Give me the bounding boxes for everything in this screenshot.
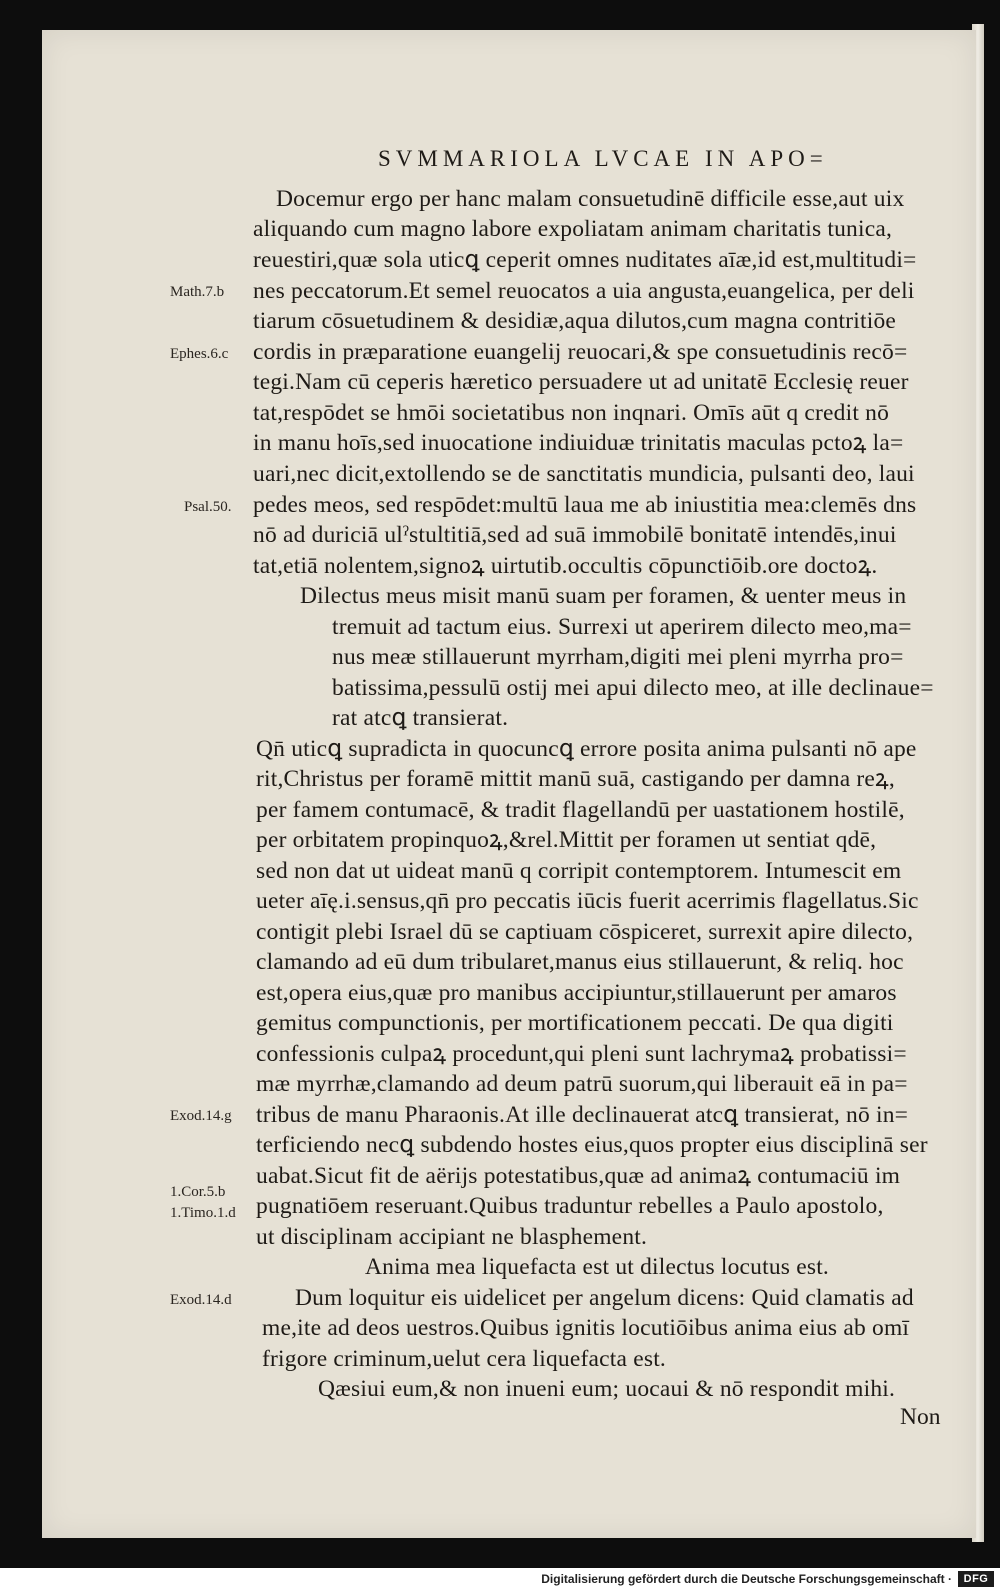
margin-reference: Exod.14.d	[170, 1292, 232, 1308]
text-line: sed non dat ut uideat manū q corripit contemptorem. Intumescit em	[256, 858, 902, 884]
scripture-line: nus meæ stillauerunt myrrham,digiti mei pleni myrrha pro=	[332, 644, 904, 670]
funding-credit: Digitalisierung gefördert durch die Deutsche Forschungsgemeinschaft ·	[541, 1572, 952, 1586]
text-line: me,ite ad deos uestros.Quibus ignitis locutiōibus anima eius ab omī	[262, 1315, 910, 1341]
text-line: uabat.Sicut fit de aërijs potestatibus,quæ ad animaꝝ contumaciū im	[256, 1163, 901, 1189]
scripture-line: batissima,pessulū ostij mei apui dilecto meo, at ille declinaue=	[332, 675, 934, 701]
text-line: ut disciplinam accipiant ne blasphement.	[256, 1224, 648, 1250]
text-line: nō ad duriciā ulˀstultitiā,sed ad suā immobilē bonitatē intendēs,inui	[253, 522, 897, 548]
text-line: clamando ad eū dum tribularet,manus eius stillauerunt, & reliq. hoc	[256, 949, 904, 975]
text-line: Qn̄ uticꝗ supradicta in quocuncꝗ errore posita anima pulsanti nō ape	[256, 736, 917, 762]
margin-reference: 1.Timo.1.d	[170, 1205, 236, 1221]
margin-reference: Math.7.b	[170, 284, 225, 300]
text-line: tat,etiā nolentem,signoꝝ uirtutib.occultis cōpunctiōib.ore doctoꝝ.	[253, 553, 878, 579]
catchword: Non	[900, 1404, 941, 1430]
running-head: SVMMARIOLA LVCAE IN APO=	[378, 146, 828, 171]
text-line: frigore criminum,uelut cera liquefacta est.	[262, 1346, 667, 1372]
text-line: per famem contumacē, & tradit flagellandū per uastationem hostilē,	[256, 797, 905, 823]
text-line: terficiendo necꝗ subdendo hostes eius,quos propter eius disciplinā ser	[256, 1132, 928, 1158]
margin-reference: Psal.50.	[184, 499, 232, 515]
text-line: aliquando cum magno labore expoliatam animam charitatis tunica,	[253, 216, 893, 242]
scripture-line: rat atcꝗ transierat.	[332, 705, 509, 731]
text-line: confessionis culpaꝝ procedunt,qui pleni sunt lachrymaꝝ probatissi=	[256, 1041, 907, 1067]
text-line: tribus de manu Pharaonis.At ille declinauerat atcꝗ transierat, nō in=	[256, 1102, 909, 1128]
text-line: contigit plebi Israel dū se captiuam cōspiceret, surrexit apire dilecto,	[256, 919, 914, 945]
margin-reference: 1.Cor.5.b	[170, 1184, 226, 1200]
text-line: tiarum cōsuetudinem & desidiæ,aqua dilutos,cum magna contritiōe	[253, 308, 897, 334]
text-line: pugnatiōem reseruant.Quibus traduntur rebelles a Paulo apostolo,	[256, 1193, 884, 1219]
text-line: rit,Christus per foramē mittit manū suā, castigando per damna reꝝ,	[256, 766, 895, 792]
scripture-line: Dilectus meus misit manū suam per foramen, & uenter meus in	[300, 583, 907, 609]
margin-reference: Exod.14.g	[170, 1108, 232, 1124]
dfg-logo-icon: DFG	[958, 1571, 994, 1587]
footer-bar	[0, 1568, 1000, 1591]
scripture-line: Anima mea liquefacta est ut dilectus locutus est.	[365, 1254, 829, 1280]
text-line: cordis in præparatione euangelij reuocari,& spe consuetudinis recō=	[253, 339, 908, 365]
text-line: uari,nec dicit,extollendo se de sanctitatis mundicia, pulsanti deo, laui	[253, 461, 915, 487]
text-line: per orbitatem propinquoꝝ,&rel.Mittit per foramen ut sentiat qdē,	[256, 827, 877, 853]
text-line: pedes meos, sed respōdet:multū laua me ab iniustitia mea:clemēs dns	[253, 492, 917, 518]
text-line: ueter aīę.i.sensus,qn̄ pro peccatis iūcis fuerit acerrimis flagellatus.Sic	[256, 888, 919, 914]
text-line: in manu hoīs,sed inuocatione indiuiduæ trinitatis maculas pctoꝝ la=	[253, 430, 904, 456]
text-line: Dum loquitur eis uidelicet per angelum dicens: Quid clamatis ad	[295, 1285, 914, 1311]
scripture-line: tremuit ad tactum eius. Surrexi ut aperirem dilecto meo,ma=	[332, 614, 912, 640]
text-line: gemitus compunctionis, per mortificationem peccati. De qua digiti	[256, 1010, 894, 1036]
text-line: Docemur ergo per hanc malam consuetudinē difficile esse,aut uix	[276, 186, 905, 212]
text-line: est,opera eius,quæ pro manibus accipiuntur,stillauerunt per amaros	[256, 980, 897, 1006]
text-line: nes peccatorum.Et semel reuocatos a uia angusta,euangelica, per deli	[253, 278, 915, 304]
text-line: reuestiri,quæ sola uticꝗ ceperit omnes nuditates aīæ,id est,multitudi=	[253, 247, 917, 273]
scripture-line: Qæsiui eum,& non inueni eum; uocaui & nō respondit mihi.	[318, 1376, 896, 1402]
text-line: mæ myrrhæ,clamando ad deum patrū suorum,qui liberauit eā in pa=	[256, 1071, 908, 1097]
text-line: tat,respōdet se hmōi societatibus non inqnari. Omīs aūt q credit nō	[253, 400, 890, 426]
margin-reference: Ephes.6.c	[170, 346, 229, 362]
text-line: tegi.Nam cū ceperis hæretico persuadere ut ad unitatē Ecclesię reuer	[253, 369, 909, 395]
